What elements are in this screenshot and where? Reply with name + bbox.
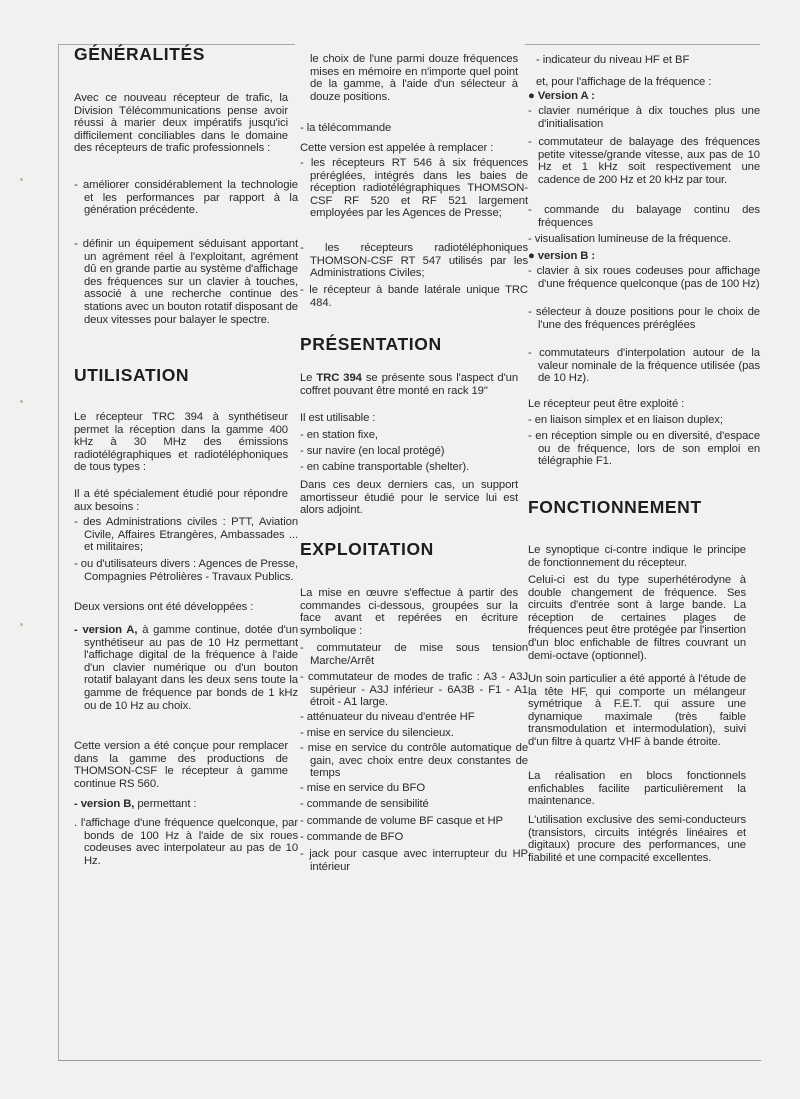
- paragraph: L'utilisation exclusive des semi-conducteurs (transistors, circuits intégrés linéaires et digitaux) procure des performances, une fiabilité et une compacité excellentes.: [528, 814, 746, 864]
- bullet-item: - sélecteur à douze positions pour le choix de l'une des fréquences préréglées: [528, 306, 760, 331]
- paragraph: Le récepteur TRC 394 à synthétiseur permet la réception dans la gamme 400 kHz à 30 MHz des émissions radiotélégraphiques et radiotéléphoniques de tous types :: [74, 411, 288, 474]
- paragraph: [300, 372, 518, 397]
- version-a-text: à gamme continue, dotée d'un synthétiseur au pas de 10 Hz permettant l'affichage digital de la fréquence à l'aide d'un clavier numérique ou d'un bouton rotatif balayant dans les deux sens toute la gamme de fréquence par bonds de 1 kHz ou de 10 Hz au choix.: [84, 624, 299, 712]
- bullet-item: - commande du balayage continu des fréquences: [528, 204, 760, 229]
- pres-text: se présente sous l'aspect d'un coffret pouvant être monté en rack 19": [300, 372, 518, 397]
- paragraph: Avec ce nouveau récepteur de trafic, la Division Télécommunications pense avoir réussi à marier deux impératifs jusqu'ici difficilement conciliables dans le domaine des récepteurs de trafic professionnels :: [74, 92, 288, 155]
- bullet-item: - clavier à six roues codeuses pour affichage d'une fréquence quelconque (pas de 100 Hz): [528, 265, 760, 290]
- paragraph: Le récepteur peut être exploité :: [528, 398, 685, 410]
- bullet-item: - la télécommande: [300, 122, 392, 134]
- punch-hole: [20, 400, 23, 403]
- bullet-item: - ou d'utilisateurs divers : Agences de Presse, Compagnies Pétrolières - Travaux Publics.: [74, 558, 298, 583]
- bullet-item: - sur navire (en local protégé): [300, 445, 445, 457]
- heading-fonctionnement: FONCTIONNEMENT: [528, 497, 702, 517]
- paragraph: Cette version est appelée à remplacer :: [300, 142, 494, 154]
- bullet-item: - mise en service du BFO: [300, 782, 426, 794]
- top-rule-right: [525, 44, 760, 45]
- version-a-paragraph: [74, 624, 298, 712]
- paragraph: Il est utilisable :: [300, 412, 376, 424]
- bullet-item: - en cabine transportable (shelter).: [300, 461, 470, 473]
- bullet-item: - commutateur de modes de trafic : A3 - A3J supérieur - A3J inférieur - 6A3B - F1 - A1 étroit - A1 large.: [300, 671, 528, 709]
- version-b-label: - version B,: [74, 798, 135, 810]
- bullet-item: - les récepteurs RT 546 à six fréquences préréglées, intégrés dans les baies de réception radiotélégraphiques THOMSON-CSF RF 520 et RF 521 largement employées par les Agences de Presse;: [300, 157, 528, 220]
- bullet-item: - mise en service du contrôle automatique de gain, avec choix entre deux constantes de temps: [300, 742, 528, 780]
- punch-hole: [20, 178, 23, 181]
- bullet-item: - en station fixe,: [300, 429, 378, 441]
- paragraph: Cette version a été conçue pour remplacer dans la gamme des productions de THOMSON-CSF le récepteur à gamme continue RS 560.: [74, 740, 288, 790]
- bullet-item: . l'affichage d'une fréquence quelconque, par bonds de 100 Hz à l'aide de six roues codeuses avec interpolateur au pas de 10 Hz.: [74, 817, 298, 867]
- heading-utilisation: UTILISATION: [74, 365, 190, 385]
- paragraph: et, pour l'affichage de la fréquence :: [536, 76, 712, 88]
- heading-generalites: GÉNÉRALITÉS: [74, 44, 206, 64]
- version-a-heading: ● Version A :: [528, 90, 595, 102]
- bullet-item: - le récepteur à bande latérale unique TRC 484.: [300, 284, 528, 309]
- bullet-item: - en liaison simplex et en liaison duplex;: [528, 414, 723, 426]
- bullet-item: - commutateur de balayage des fréquences petite vitesse/grande vitesse, aux pas de 10 Hz et 1 kHz soit respectivement une cadence de 200 Hz et 20 kHz par tour.: [528, 136, 760, 186]
- bullet-item: - jack pour casque avec interrupteur du HP intérieur: [300, 848, 528, 873]
- paragraph: La réalisation en blocs fonctionnels enfichables facilite particulièrement la maintenance.: [528, 770, 746, 808]
- bullet-item: - commutateurs d'interpolation autour de la valeur nominale de la fréquence utilisée (pas de 10 Hz).: [528, 347, 760, 385]
- heading-presentation: PRÉSENTATION: [300, 334, 442, 354]
- bullet-item: - les récepteurs radiotéléphoniques THOMSON-CSF RT 547 utilisés par les Administrations Civiles;: [300, 242, 528, 280]
- bullet-item: - commande de BFO: [300, 831, 404, 843]
- punch-hole: [20, 623, 23, 626]
- bullet-item: - commande de volume BF casque et HP: [300, 815, 503, 827]
- bullet-item: - visualisation lumineuse de la fréquence.: [528, 233, 732, 245]
- version-b-text: permettant :: [134, 798, 197, 810]
- model-name: TRC 394: [316, 372, 362, 384]
- version-b-heading: ● version B :: [528, 250, 596, 262]
- paragraph: Un soin particulier a été apporté à l'étude de la tête HF, qui comporte un mélangeur symétrique à F.E.T. qui assure une dynamique maximale (très faible transmodulation et intermodulation), suivi d'un filtre à quartz VHF à bande étroite.: [528, 673, 746, 748]
- version-b-paragraph: [74, 798, 288, 811]
- bullet-item: - commande de sensibilité: [300, 798, 429, 810]
- bullet-item: - définir un équipement séduisant apportant un agrément réel à l'exploitant, agrément dû en grande partie au système d'affichage des fréquences sur un clavier à touches, associé à une recherche continue des stations avec un bouton rotatif disposant de deux vitesses pour balayer le spectre.: [74, 238, 298, 326]
- bullet-item: - indicateur du niveau HF et BF: [536, 54, 690, 66]
- paragraph: Celui-ci est du type superhétérodyne à double changement de fréquence. Ses circuits d'entrée sont à large bande. La réception de certaines plages de fréquences peut être protégée par l'insertion d'un bloc enfichable de filtres couvrant un demi-octave (optionnel).: [528, 574, 746, 662]
- bullet-item: - commutateur de mise sous tension Marche/Arrêt: [300, 642, 528, 667]
- paragraph: le choix de l'une parmi douze fréquences mises en mémoire en n'importe quel point de la gamme, à l'aide d'un sélecteur à douze positions.: [310, 53, 518, 103]
- bullet-item: - des Administrations civiles : PTT, Aviation Civile, Affaires Etrangères, Ambassades ... et militaires;: [74, 516, 298, 554]
- paragraph: Deux versions ont été développées :: [74, 601, 254, 613]
- paragraph: Il a été spécialement étudié pour répondre aux besoins :: [74, 488, 288, 513]
- bullet-item: - mise en service du silencieux.: [300, 727, 454, 739]
- bullet-item: - atténuateur du niveau d'entrée HF: [300, 711, 475, 723]
- heading-exploitation: EXPLOITATION: [300, 539, 434, 559]
- paragraph: La mise en œuvre s'effectue à partir des commandes ci-dessous, groupées sur la face avant et repérées en écriture symbolique :: [300, 587, 518, 637]
- bullet-item: - clavier numérique à dix touches plus une d'initialisation: [528, 105, 760, 130]
- bullet-item: - en réception simple ou en diversité, d'espace ou de fréquence, lors de son emploi en télégraphie F1.: [528, 430, 760, 468]
- paragraph: Dans ces deux derniers cas, un support amortisseur étudié pour le service lui est alors adjoint.: [300, 479, 518, 517]
- pres-lead: Le: [300, 372, 317, 384]
- paragraph: Le synoptique ci-contre indique le principe de fonctionnement du récepteur.: [528, 544, 746, 569]
- version-a-label: - version A,: [74, 624, 138, 636]
- bullet-item: - améliorer considérablement la technologie et les performances par rapport à la génération précédente.: [74, 179, 298, 217]
